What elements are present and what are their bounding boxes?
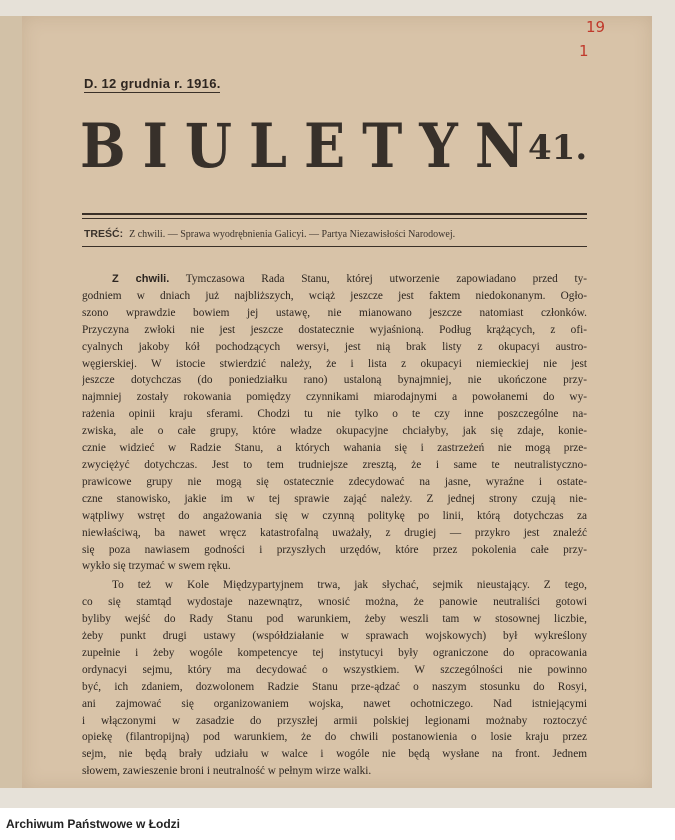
paragraph-1: [82, 271, 587, 575]
archive-footer: [0, 808, 675, 840]
archive-mark-number: 19: [586, 18, 606, 36]
issue-number: 41.: [528, 128, 588, 168]
text-line: ordynacyi sejmu, który ma decydować o wszystkiem. W szczególności nie powinno: [82, 663, 587, 676]
bulletin-title: BIULETYN: [80, 110, 542, 182]
text-line: i włączonymi w zasadzie do przyszłej armii polskiej legionami możnaby roztoczyć: [82, 714, 587, 727]
text-line: czne stanowisko, jakie im w tej sprawie zająć należy. Z jednej strony czują nie-: [82, 492, 587, 505]
header-rule-top: [82, 213, 587, 215]
text-line: godniem w dniach już najbliższych, wciąż jeszcze jest faktem niedokonanym. Ogło-: [82, 289, 587, 302]
text-line: wykło się trzymać w swem ręku.: [82, 560, 231, 573]
toc-rule-bottom: [82, 246, 587, 247]
text-line: wątpliwy wstręt do angażowania się w czynną politykę po linii, którą dotychczas za: [82, 509, 587, 522]
previous-page-edge: [0, 16, 22, 788]
text-line: Z chwili. Tymczasowa Rada Stanu, której utworzenie zapowiadano przed ty-: [112, 273, 587, 285]
text-line: cyalnych jakoby kół pochodzących wersyi, jest nią brak listy z okupacyi austro-: [82, 340, 587, 353]
article-body: [82, 271, 587, 780]
text-line: jeszcze dotychczas (do poniedziałku rano) ustaloną bynajmniej, nie ukończone przy-: [82, 374, 587, 387]
text-line: opiekę (filantropijną) pod warunkiem, że do chwili postanowienia o losie kraju przez: [82, 731, 587, 744]
text-line: Przyczyna zwłoki nie jest jeszcze dostatecznie wyjaśnioną. Podług krążących, z ofi-: [82, 323, 587, 336]
section-lead: Z chwili.: [112, 273, 170, 285]
text-line: być, ich zdaniem, dozwolonem Radzie Stanu prze-ądzać o naszym stosunku do Rosyi,: [82, 680, 587, 693]
date-underline: [84, 92, 220, 93]
text-line: niewłaściwą, ba nawet wręcz katastrofalną uważały, z drugiej — przykro jest znaleźć: [82, 526, 587, 539]
text-line: ani zajmować się organizowaniem wojska, nawet ochotniczego. Nad istniejącymi: [82, 697, 587, 710]
text-line: zwiska, ale o całe grupy, które władze okupacyjne chciałyby, jak się zdaje, konie-: [82, 425, 587, 438]
header-rule-top-thin: [82, 218, 587, 219]
text-line: rażenia opinii kraju sferami. Chodzi tu nie tylko o te czy inne poszczególne na-: [82, 408, 587, 421]
text-line: słowem, zawieszenie broni i neutralność w pełnym wirze walki.: [82, 765, 372, 778]
text-line: zwyciężyć dotychczas. Jest to tem trudniejsze zresztą, że i same te neutralistyczno-: [82, 458, 587, 471]
toc-label: TREŚĆ:: [84, 228, 124, 240]
text-line: cznie widzieć w Radzie Stanu, a których wahania się i zastrzeżeń nie mogą prze-: [82, 442, 587, 455]
archive-mark-sheet: 1: [579, 42, 589, 60]
text-line: żeby punkt drugi ustawy (współdziałanie w sprawach wojskowych) był wykreślony: [82, 630, 587, 643]
toc-text: Z chwili. — Sprawa wyodrębnienia Galicyi. — Partya Niezawisłości Narodowej.: [129, 229, 456, 240]
text-line: prawicowe grupy nie mogą się ostatecznie zdecydować na jasne, wyraźne i ostate-: [82, 475, 587, 488]
issue-date: D. 12 grudnia r. 1916.: [84, 76, 221, 91]
paragraph-2: [82, 577, 587, 780]
text-line: To też w Kole Międzypartyjnem trwa, jak słychać, sejmik nieustający. Z tego,: [112, 579, 587, 592]
text-line: się poza nawiasem godności i przyszłych urzędów, które przez pokolenia całe przy-: [82, 543, 587, 556]
text-line: byliby wejść do Rady Stanu pod warunkiem, żeby weszli tam w stosownej liczbie,: [82, 613, 587, 626]
table-of-contents: [84, 228, 594, 240]
text-line: co się stamtąd wydostaje nazewnątrz, wnosić można, że panowie neutraliści gotowi: [82, 596, 587, 609]
archive-footer-label: Archiwum Państwowe w Łodzi: [6, 817, 181, 831]
text-line: sejm, nie będą brały udziału w walce i wogóle nie będą wysłane na front. Jednem: [82, 748, 587, 761]
text-line: najmniej zostały rokowania pomiędzy czynnikami miarodajnymi a powołanemi do wy-: [82, 391, 587, 404]
text-line: szono wprawdzie bowiem jej ustawę, nie mianowano jeszcze natomiast członków.: [82, 306, 587, 319]
text-line: węgierskiej. W istocie stwierdzić należy, że i lista z okupacyi niemieckiej nie jest: [82, 357, 587, 370]
text-line: zupełnie i żeby wogóle kompetencye tej instytucyi były ograniczone do opracowania: [82, 646, 587, 659]
